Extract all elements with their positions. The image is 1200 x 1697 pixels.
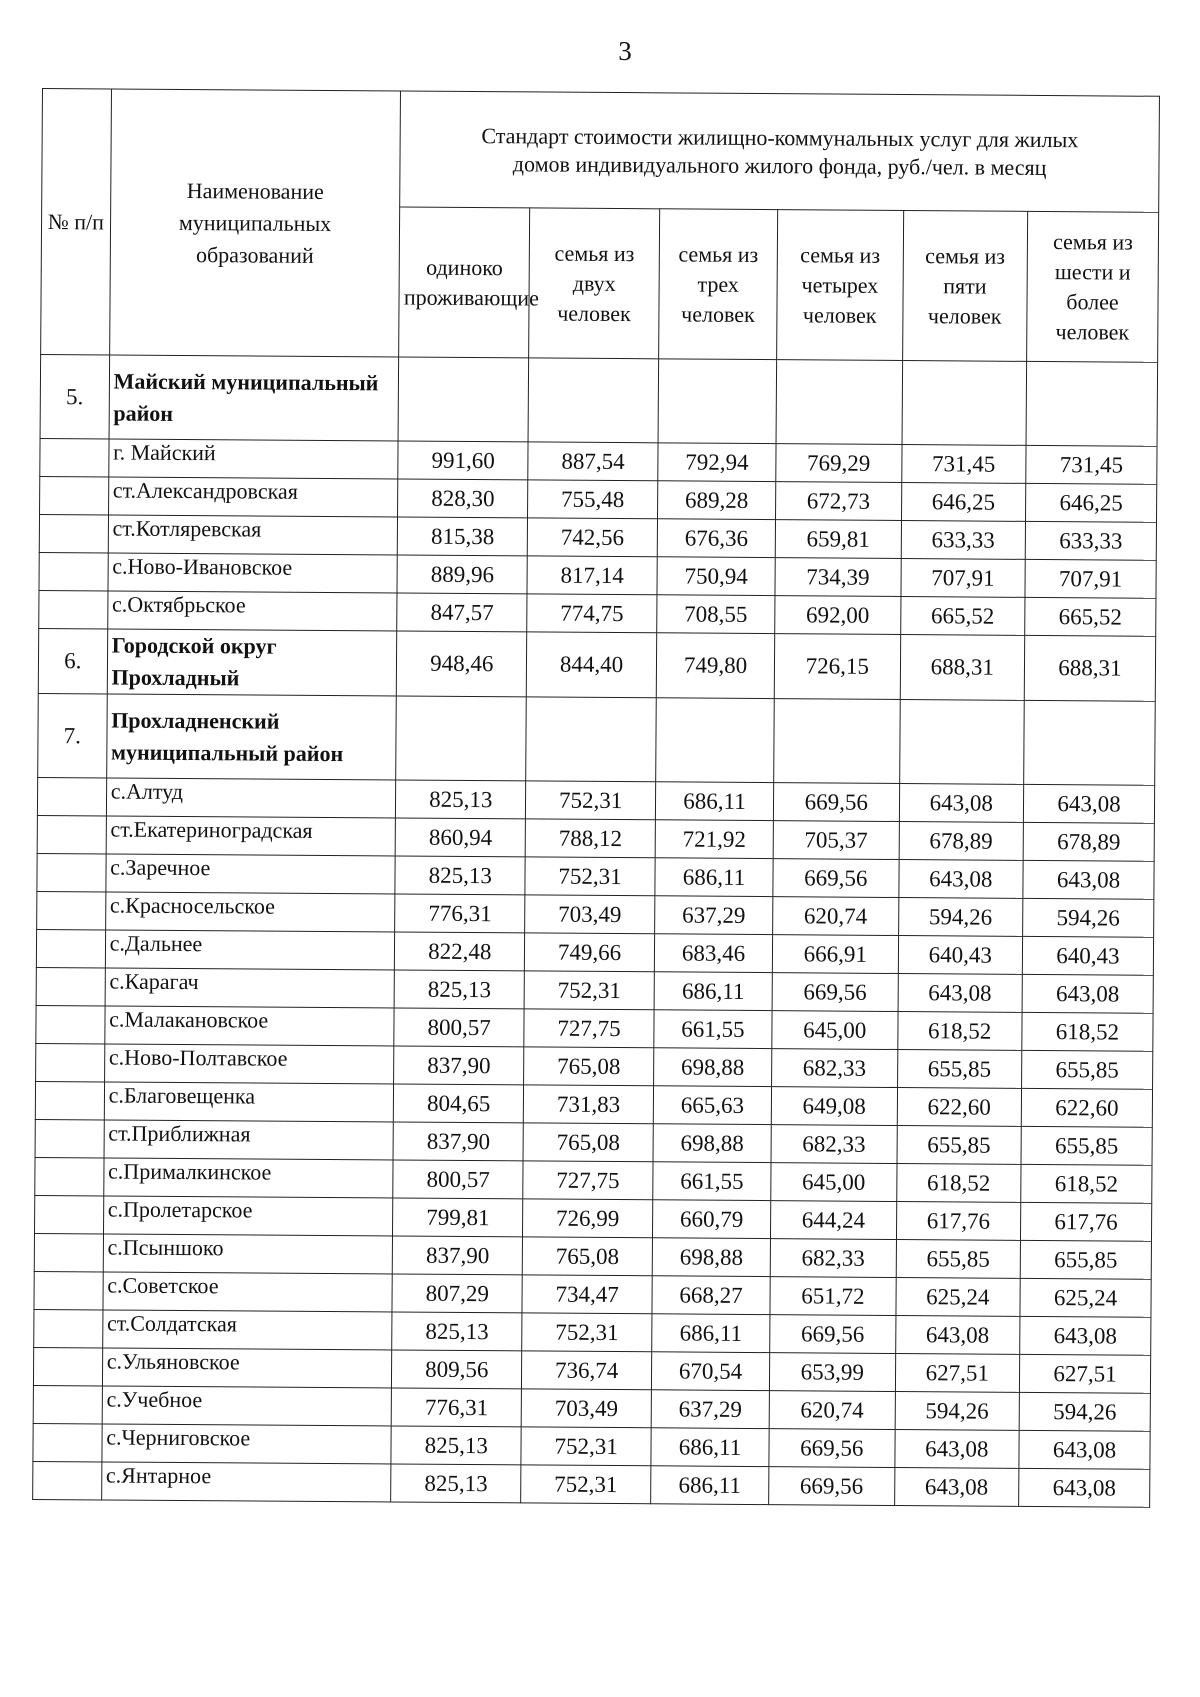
settlement-name: с.Янтарное [101, 1462, 391, 1502]
row-index-cell [33, 1423, 102, 1461]
value-cell: 686,11 [651, 1466, 769, 1505]
value-cell: 800,57 [393, 1160, 523, 1199]
value-cell: 678,89 [899, 822, 1024, 861]
settlement-name: с.Псыншоко [103, 1234, 393, 1274]
settlement-name: с.Благовещенка [104, 1082, 394, 1122]
table-row [33, 1461, 1150, 1507]
value-cell: 822,48 [395, 932, 525, 971]
section-title: Городской округ Прохладный [107, 629, 397, 696]
value-cell: 627,51 [1019, 1354, 1150, 1393]
value-cell: 825,13 [395, 856, 525, 895]
value-cell: 809,56 [392, 1350, 522, 1389]
row-index-cell [39, 552, 108, 590]
settlement-name: ст.Александровская [108, 477, 398, 517]
row-index-cell [34, 1271, 103, 1309]
value-cell: 633,33 [901, 521, 1026, 560]
section-value-cell [1026, 361, 1158, 446]
section-value-cell [398, 357, 528, 442]
value-cell: 645,00 [771, 1163, 897, 1202]
value-cell: 655,85 [897, 1125, 1022, 1164]
value-cell: 731,83 [523, 1085, 653, 1124]
value-cell: 825,13 [394, 970, 524, 1009]
section-title: Майский муниципальный район [109, 355, 399, 441]
value-cell: 665,63 [653, 1086, 771, 1125]
value-cell: 686,11 [655, 782, 773, 821]
value-cell: 726,99 [523, 1199, 653, 1238]
value-cell: 633,33 [1025, 521, 1156, 560]
section-row [38, 628, 1155, 701]
value-cell: 742,56 [527, 518, 657, 557]
value-cell: 643,08 [1022, 974, 1153, 1013]
value-cell: 682,33 [772, 1049, 898, 1088]
value-cell: 669,56 [772, 973, 898, 1012]
settlement-name: ст.Приближная [104, 1120, 394, 1160]
value-cell: 620,74 [773, 897, 899, 936]
value-cell: 776,31 [395, 894, 525, 933]
row-index-cell [33, 1461, 102, 1499]
value-cell: 837,90 [394, 1046, 524, 1085]
row-index-cell [36, 1043, 105, 1081]
value-cell: 755,48 [528, 480, 658, 519]
value-cell: 625,24 [1020, 1278, 1151, 1317]
value-cell: 731,45 [901, 445, 1026, 484]
value-cell: 651,72 [770, 1277, 896, 1316]
section-value-cell [656, 698, 775, 783]
value-cell: 686,11 [654, 972, 772, 1011]
value-cell: 731,45 [1026, 445, 1157, 484]
value-cell: 637,29 [651, 1390, 769, 1429]
value-cell: 788,12 [525, 819, 655, 858]
value-cell: 817,14 [527, 556, 657, 595]
num-header: № п/п [41, 89, 112, 355]
value-cell: 765,08 [524, 1047, 654, 1086]
value-cell: 752,31 [521, 1465, 651, 1504]
section-row [40, 354, 1158, 446]
value-cell: 683,46 [654, 934, 772, 973]
value-cell: 750,94 [657, 557, 775, 596]
value-cell: 776,31 [392, 1388, 522, 1427]
value-cell: 721,92 [655, 820, 773, 859]
value-cell: 765,08 [523, 1123, 653, 1162]
value-cell: 889,96 [397, 555, 527, 594]
settlement-name: с.Прималкинское [103, 1158, 393, 1198]
value-cell: 752,31 [522, 1313, 652, 1352]
row-index-cell [37, 853, 106, 891]
value-cell: 825,13 [396, 780, 526, 819]
value-cell: 707,91 [1025, 559, 1156, 598]
row-index-cell [35, 1195, 104, 1233]
value-cell: 774,75 [527, 594, 657, 633]
value-cell: 649,08 [771, 1087, 897, 1126]
section-value-cell: 688,31 [1024, 635, 1155, 701]
value-cell: 661,55 [654, 1010, 772, 1049]
section-value-cell [774, 699, 900, 784]
row-index-cell [36, 1005, 105, 1043]
value-cell: 807,29 [392, 1274, 522, 1313]
value-cell: 640,43 [898, 935, 1023, 974]
section-value-cell: 749,80 [656, 633, 774, 699]
value-cell: 734,39 [775, 558, 901, 597]
value-cell: 727,75 [523, 1161, 653, 1200]
value-cell: 661,55 [653, 1162, 771, 1201]
settlement-name: с.Советское [103, 1272, 393, 1312]
value-cell: 678,89 [1023, 822, 1154, 861]
value-cell: 752,31 [526, 781, 656, 820]
value-cell: 643,08 [1019, 1430, 1150, 1469]
value-cell: 665,52 [900, 597, 1025, 636]
section-index: 7. [38, 693, 107, 777]
value-cell: 686,11 [651, 1428, 769, 1467]
col-header-five: семья из пяти человек [902, 211, 1027, 362]
value-cell: 682,33 [771, 1125, 897, 1164]
value-cell: 617,76 [1020, 1202, 1151, 1241]
settlement-name: с.Черниговское [102, 1424, 392, 1464]
value-cell: 769,29 [776, 444, 902, 483]
value-cell: 622,60 [1021, 1088, 1152, 1127]
value-cell: 643,08 [898, 859, 1023, 898]
value-cell: 749,66 [525, 933, 655, 972]
section-value-cell: 726,15 [774, 634, 900, 700]
col-header-three: семья из трех человек [659, 209, 778, 360]
value-cell: 655,85 [897, 1049, 1022, 1088]
value-cell: 643,08 [894, 1467, 1019, 1506]
value-cell: 991,60 [398, 441, 528, 480]
row-index-cell [39, 514, 108, 552]
group-header: Стандарт стоимости жилищно-коммунальных услуг для жилых домов индивидуального жилого фонда, руб./чел. в месяц [400, 91, 1159, 212]
value-cell: 792,94 [658, 443, 776, 482]
section-value-cell [899, 700, 1024, 785]
section-index: 6. [38, 628, 107, 693]
settlement-name: с.Октябрьское [107, 591, 397, 631]
value-cell: 752,31 [525, 857, 655, 896]
value-cell: 815,38 [398, 517, 528, 556]
settlement-name: ст.Котляревская [108, 515, 398, 555]
value-cell: 705,37 [773, 821, 899, 860]
value-cell: 707,91 [901, 559, 1026, 598]
col-header-single: одиноко проживающие [399, 207, 530, 358]
value-cell: 643,08 [1023, 784, 1154, 823]
settlement-name: с.Дальнее [105, 930, 395, 970]
settlement-name: с.Ново-Полтавское [104, 1044, 394, 1084]
value-cell: 594,26 [1019, 1392, 1150, 1431]
row-index-cell [39, 590, 108, 628]
row-index-cell [34, 1309, 103, 1347]
value-cell: 625,24 [896, 1277, 1021, 1316]
row-index-cell [40, 438, 109, 476]
value-cell: 686,11 [655, 858, 773, 897]
settlement-name: г. Майский [108, 439, 398, 479]
value-cell: 594,26 [898, 897, 1023, 936]
section-value-cell [776, 360, 902, 445]
value-cell: 643,08 [898, 973, 1023, 1012]
section-value-cell [658, 359, 777, 444]
value-cell: 669,56 [773, 783, 899, 822]
settlement-name: с.Ульяновское [102, 1348, 392, 1388]
value-cell: 669,56 [770, 1315, 896, 1354]
value-cell: 752,31 [524, 971, 654, 1010]
row-index-cell [37, 891, 106, 929]
value-cell: 618,52 [896, 1163, 1021, 1202]
value-cell: 665,52 [1025, 597, 1156, 636]
section-row [38, 693, 1156, 785]
section-value-cell [396, 696, 526, 781]
value-cell: 653,99 [769, 1353, 895, 1392]
value-cell: 655,85 [1020, 1240, 1151, 1279]
value-cell: 860,94 [396, 818, 526, 857]
value-cell: 643,08 [899, 784, 1024, 823]
value-cell: 622,60 [897, 1087, 1022, 1126]
value-cell: 828,30 [398, 479, 528, 518]
settlement-name: с.Пролетарское [103, 1196, 393, 1236]
row-index-cell [34, 1233, 103, 1271]
settlement-name: с.Учебное [102, 1386, 392, 1426]
value-cell: 643,08 [895, 1315, 1020, 1354]
col-header-six: семья из шести и более человек [1027, 211, 1159, 362]
tariff-table [32, 88, 1160, 1508]
section-value-cell [902, 361, 1027, 446]
value-cell: 646,25 [1026, 483, 1157, 522]
row-index-cell [33, 1385, 102, 1423]
value-cell: 645,00 [772, 1011, 898, 1050]
value-cell: 670,54 [651, 1352, 769, 1391]
value-cell: 708,55 [657, 595, 775, 634]
value-cell: 668,27 [652, 1276, 770, 1315]
section-index: 5. [40, 354, 109, 438]
value-cell: 698,88 [654, 1048, 772, 1087]
section-value-cell [526, 697, 656, 782]
value-cell: 618,52 [897, 1011, 1022, 1050]
settlement-name: с.Красносельское [105, 892, 395, 932]
value-cell: 618,52 [1022, 1012, 1153, 1051]
value-cell: 646,25 [901, 483, 1026, 522]
value-cell: 686,11 [652, 1314, 770, 1353]
value-cell: 618,52 [1021, 1164, 1152, 1203]
row-index-cell [36, 967, 105, 1005]
value-cell: 692,00 [775, 596, 901, 635]
value-cell: 644,24 [771, 1201, 897, 1240]
table-header [41, 89, 1160, 363]
value-cell: 655,85 [1021, 1126, 1152, 1165]
value-cell: 734,47 [522, 1275, 652, 1314]
value-cell: 682,33 [770, 1239, 896, 1278]
value-cell: 804,65 [394, 1084, 524, 1123]
value-cell: 669,56 [769, 1467, 895, 1506]
value-cell: 727,75 [524, 1009, 654, 1048]
section-value-cell: 688,31 [900, 635, 1025, 701]
row-index-cell [35, 1081, 104, 1119]
settlement-name: с.Алтуд [106, 778, 396, 818]
row-index-cell [33, 1347, 102, 1385]
value-cell: 837,90 [393, 1122, 523, 1161]
value-cell: 672,73 [776, 482, 902, 521]
value-cell: 620,74 [769, 1391, 895, 1430]
name-header: Наименование муниципальных образований [109, 89, 401, 357]
row-index-cell [37, 815, 106, 853]
settlement-name: с.Заречное [106, 854, 396, 894]
settlement-name: с.Карагач [105, 968, 395, 1008]
value-cell: 643,08 [1020, 1316, 1151, 1355]
value-cell: 698,88 [652, 1238, 770, 1277]
value-cell: 643,08 [894, 1429, 1019, 1468]
settlement-name: ст.Екатериноградская [106, 816, 396, 856]
value-cell: 703,49 [521, 1389, 651, 1428]
settlement-name: с.Малакановское [104, 1006, 394, 1046]
value-cell: 800,57 [394, 1008, 524, 1047]
section-value-cell: 948,46 [397, 631, 527, 697]
section-value-cell: 844,40 [526, 632, 656, 698]
value-cell: 643,08 [1019, 1468, 1150, 1507]
value-cell: 666,91 [772, 935, 898, 974]
section-title: Прохладненский муниципальный район [106, 694, 396, 780]
value-cell: 669,56 [773, 859, 899, 898]
settlement-name: ст.Солдатская [102, 1310, 392, 1350]
value-cell: 660,79 [653, 1200, 771, 1239]
value-cell: 825,13 [391, 1464, 521, 1503]
table-body [33, 354, 1158, 1507]
value-cell: 799,81 [393, 1198, 523, 1237]
value-cell: 703,49 [525, 895, 655, 934]
value-cell: 689,28 [658, 481, 776, 520]
row-index-cell [37, 777, 106, 815]
value-cell: 643,08 [1023, 860, 1154, 899]
value-cell: 847,57 [397, 593, 527, 632]
page-number: 3 [618, 36, 632, 66]
value-cell: 655,85 [1022, 1050, 1153, 1089]
value-cell: 655,85 [896, 1239, 1021, 1278]
row-index-cell [36, 929, 105, 967]
row-index-cell [35, 1119, 104, 1157]
section-value-cell [1024, 700, 1156, 785]
value-cell: 736,74 [522, 1351, 652, 1390]
value-cell: 594,26 [895, 1391, 1020, 1430]
value-cell: 698,88 [653, 1124, 771, 1163]
value-cell: 765,08 [522, 1237, 652, 1276]
value-cell: 669,56 [769, 1429, 895, 1468]
section-value-cell [528, 358, 658, 443]
value-cell: 627,51 [895, 1353, 1020, 1392]
col-header-two: семья из двух человек [529, 208, 660, 359]
value-cell: 659,81 [775, 520, 901, 559]
value-cell: 825,13 [391, 1426, 521, 1465]
value-cell: 887,54 [528, 442, 658, 481]
value-cell: 637,29 [655, 896, 773, 935]
col-header-four: семья из четырех человек [777, 210, 904, 361]
value-cell: 594,26 [1023, 898, 1154, 937]
settlement-name: с.Ново-Ивановское [108, 553, 398, 593]
value-cell: 640,43 [1022, 936, 1153, 975]
value-cell: 825,13 [392, 1312, 522, 1351]
value-cell: 752,31 [521, 1427, 651, 1466]
row-index-cell [40, 476, 109, 514]
value-cell: 617,76 [896, 1201, 1021, 1240]
value-cell: 676,36 [657, 519, 775, 558]
value-cell: 837,90 [393, 1236, 523, 1275]
row-index-cell [35, 1157, 104, 1195]
